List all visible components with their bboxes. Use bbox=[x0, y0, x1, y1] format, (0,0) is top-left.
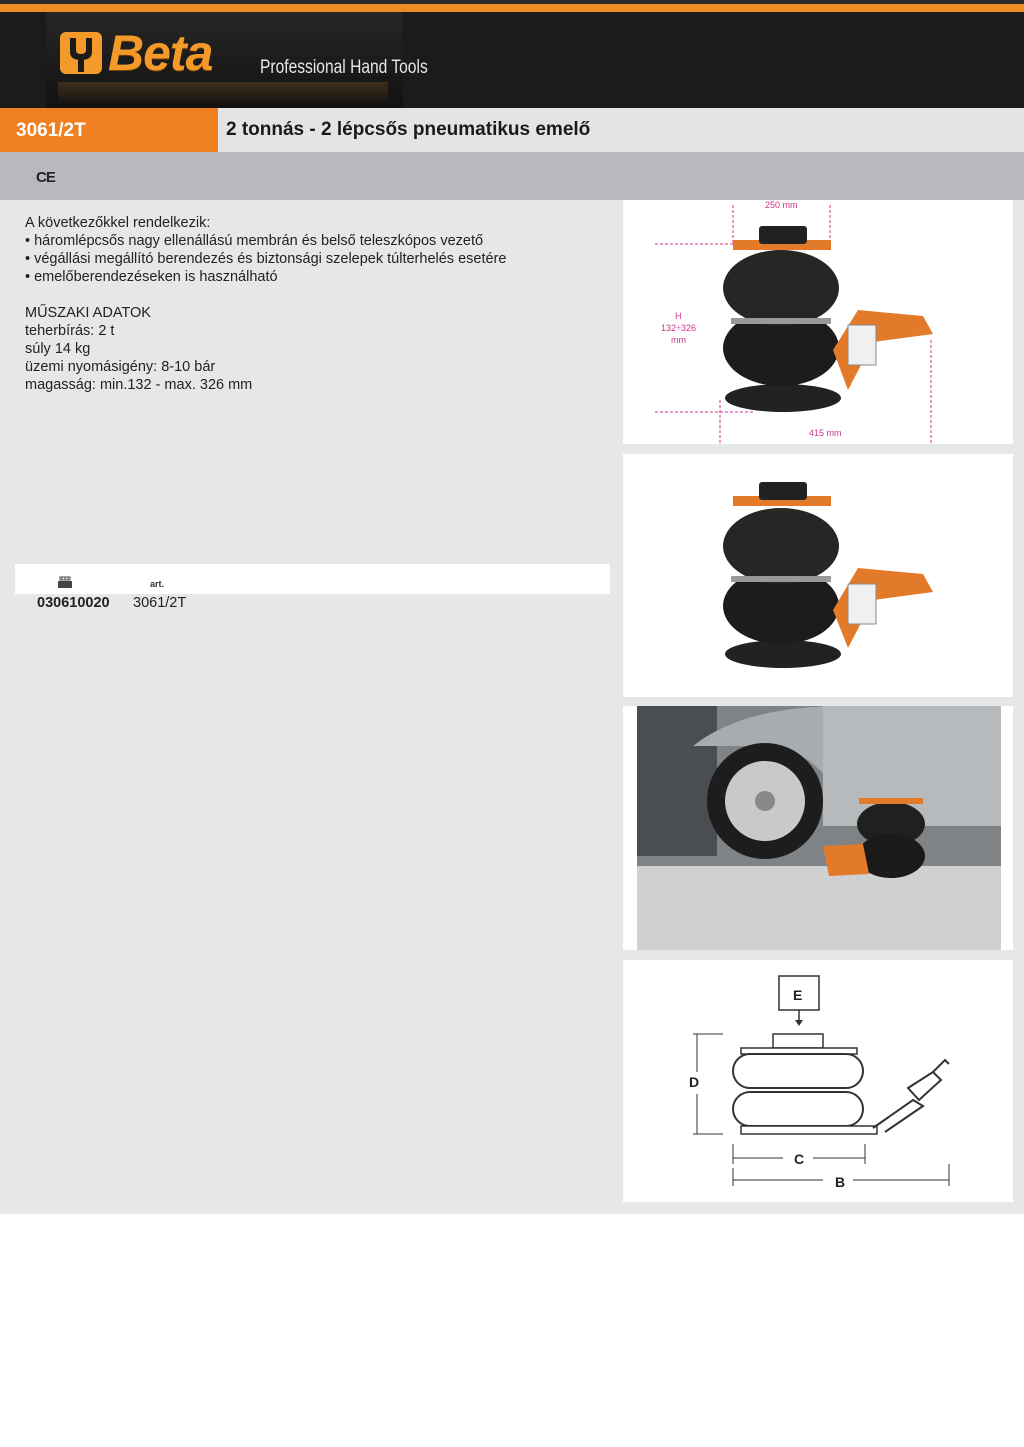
dim-height-range: 132÷326 bbox=[661, 323, 696, 333]
certification-bar bbox=[0, 152, 1024, 200]
diagram-label-e: E bbox=[793, 987, 803, 1003]
dimensions-photo bbox=[623, 200, 1013, 444]
article-code: 030610020 bbox=[37, 595, 110, 611]
brand-name: Beta bbox=[108, 25, 213, 81]
spec-item: magasság: min.132 - max. 326 mm bbox=[25, 377, 253, 393]
dim-width: 250 mm bbox=[765, 200, 798, 210]
diagram-label-b: B bbox=[835, 1174, 846, 1190]
product-title-bar bbox=[0, 108, 1024, 152]
article-number: 3061/2T bbox=[133, 595, 187, 611]
content-area bbox=[0, 200, 1024, 1214]
product-title: 2 tonnás - 2 lépcsős pneumatikus emelő bbox=[226, 119, 591, 140]
brand-header bbox=[0, 12, 1024, 108]
feature-item: • emelőberendezéseken is használható bbox=[25, 269, 278, 285]
top-orange-line bbox=[0, 0, 1024, 12]
ce-mark: CE bbox=[36, 169, 55, 186]
usage-photo bbox=[623, 706, 1013, 950]
spec-item: teherbírás: 2 t bbox=[25, 323, 115, 339]
spec-item: súly 14 kg bbox=[25, 341, 91, 357]
feature-item: • végállási megállító berendezés és biztonsági szelepek túlterhelés esetére bbox=[25, 251, 507, 267]
features-intro: A következőkkel rendelkezik: bbox=[25, 215, 211, 231]
technical-diagram bbox=[623, 960, 1013, 1202]
brand-tagline: Professional Hand Tools bbox=[260, 57, 428, 78]
logo-reflection bbox=[58, 82, 388, 104]
diagram-label-d: D bbox=[689, 1074, 700, 1090]
beta-logo bbox=[46, 12, 428, 108]
article-column-label: art. bbox=[150, 579, 165, 589]
diagram-label-c: C bbox=[794, 1151, 805, 1167]
dim-length: 415 mm bbox=[809, 428, 842, 438]
product-photo bbox=[623, 454, 1013, 697]
product-code: 3061/2T bbox=[0, 108, 218, 152]
wrench-logo-icon bbox=[58, 28, 104, 76]
dim-height-letter: H bbox=[675, 311, 682, 321]
product-description bbox=[25, 214, 605, 394]
specs-title: MŰSZAKI ADATOK bbox=[25, 305, 151, 321]
article-table-header bbox=[15, 564, 610, 594]
spec-item: üzemi nyomásigény: 8-10 bár bbox=[25, 359, 216, 375]
dim-height-unit: mm bbox=[671, 335, 686, 345]
barcode-box-icon bbox=[57, 576, 73, 589]
feature-item: • háromlépcsős nagy ellenállású membrán és belső teleszkópos vezető bbox=[25, 233, 484, 249]
